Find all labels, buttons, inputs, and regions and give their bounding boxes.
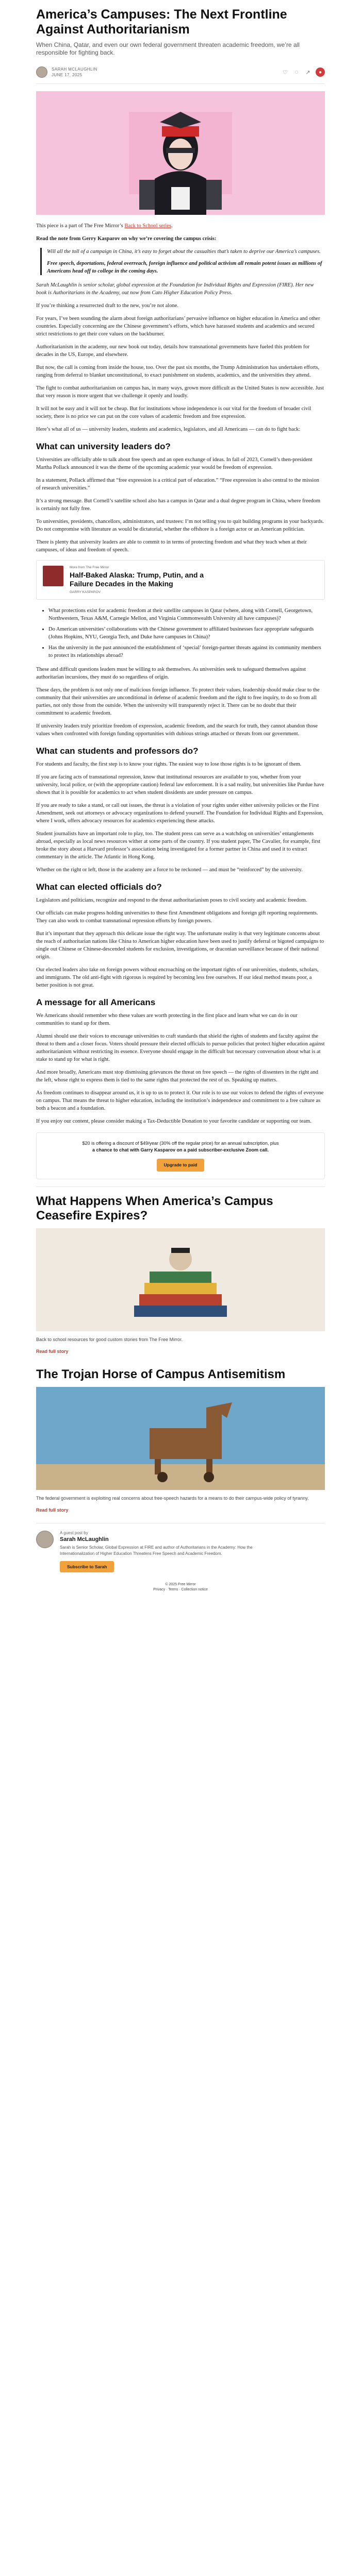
list-item: • Has the university in the past announced the establishment of ‘special’ foreign-partner threats against its community members to protect its relationships abroad? <box>48 644 325 659</box>
paragraph: There is plenty that university leaders are able to commit to in terms of protecting freedom and what they teach when at their campuses, of ideas and freedom of speech. <box>36 539 307 553</box>
paragraph: Student journalists have an important role to play, too. The student press can serve as a watchdog on universities’ entanglements abroad, especially as local news resources wither at some parts of the country. If you student paper, The Cavalier, for example, first broke the story about a Harvard professor’s association being investigated for a former partner in China and used it to extract commentary in the article. The Atlantic in Hong Kong. <box>36 831 321 860</box>
promo-line-1: $20 is offering a discount of $49/year (30% off the regular price) for an annual subscription, plus <box>82 1141 279 1146</box>
paragraph: As freedom continues to disappear around us, it is up to us to protect it. Our role is to use our voices to defend the rights of everyone on campus. That means the threat to higher education, including the institution’s independence and commitment to a free culture as both a beacon and a foundation. <box>36 1090 324 1111</box>
related-card-title[interactable]: What Happens When America’s Campus Ceasefire Expires? <box>36 1194 273 1223</box>
promo-line-2: a chance to chat with Garry Kasparov on a paid subscriber-exclusive Zoom call. <box>92 1147 269 1153</box>
related-post-embed[interactable] <box>36 560 325 600</box>
paragraph: Here’s what all of us — university leaders, students and academics, legislators, and all Americans — can do to fight back: <box>36 427 301 432</box>
embed-thumbnail <box>43 566 63 586</box>
divider <box>36 83 325 84</box>
article-subtitle: When China, Qatar, and even our own federal government threaten academic freedom, we’re all responsible for fighting back. <box>36 41 300 56</box>
paragraph: Authoritarianism in the academy, our new book out today, details how transnational governments have fueled this problem for decades in the US, Europe, and elsewhere. <box>36 344 310 358</box>
read-story-link[interactable]: Read full story <box>36 1349 69 1354</box>
list-item: • Do American universities’ collaborations with the Chinese government to affiliated businesses face appropriate safeguards (Johns Hopkins, NYU, Georgia Tech, and Duke have campuses in China)? <box>48 625 325 641</box>
paragraph: Alumni should use their voices to encourage universities to craft standards that shield the rights of students and faculty against the threat to them and a closer focus. Voters should pressure their elected officials to pursue policies that protect higher education against authoritarianism without restricting its essence. Everyone should engage in the difficult but necessary conversation about what is at stake to stand up for what is right. <box>36 1033 325 1062</box>
paragraph: In a statement, Pollack affirmed that “free expression is a critical part of education.” “Free expression is also central to the mission of research universities.” <box>36 478 319 491</box>
heart-icon[interactable]: ♡ <box>283 69 288 76</box>
related-card-image[interactable] <box>36 1228 325 1331</box>
section-heading-students: What can students and professors do? <box>36 746 199 756</box>
footer-meta <box>36 1583 325 1591</box>
paragraph: These days, the problem is not only one of malicious foreign influence. To protect their values, leadership should make clear to the community that their universities are unconditional in defense of academic freedom and the right to free inquiry, to do so from all parties, not only those from the outside. When the university will transparently reject it. There can be no doubt that their commitment to academic freedom. <box>36 687 320 716</box>
subscribe-author-button[interactable]: Subscribe to Sarah <box>60 1561 114 1572</box>
paragraph: For students and faculty, the first step is to know your rights. The easiest way to lose those rights is to be ignorant of them. <box>36 761 302 767</box>
subscription-promo <box>36 1132 325 1179</box>
kasparov-quote: Will all the toll of a campaign in China, it’s easy to forget about the casualties that’s taken to deprive our America’s campuses. Free speech, deportations, federal overreach, foreign influence and political activism all remain potent issues as millions of Americans head off to college in the coming days. <box>40 248 325 275</box>
trojan-horse-illustration <box>36 1387 325 1490</box>
embed-kicker: More from The Free Mirror <box>70 566 109 569</box>
paragraph: But now, the call is coming from inside the house, too. Over the past six months, the Trump Administration has undertaken efforts, ranging from deferral to blanket unconstitutional, to exact punishment on students, academics, and the universities they attend. <box>36 365 320 378</box>
paragraph: It will not be easy and it will not be cheap. But for institutions whose independence is our vital for the freedom of broader civil society, there is no price we can put on the core values of academic freedom and free expression. <box>36 406 311 419</box>
embed-title[interactable]: Half-Baked Alaska: Trump, Putin, and a Failure Decades in the Making <box>70 571 204 588</box>
author-card-avatar[interactable] <box>36 1531 54 1548</box>
comment-icon[interactable]: ◌ <box>294 69 299 75</box>
author-card-name[interactable]: Sarah McLaughlin <box>60 1536 109 1543</box>
related-card-title[interactable]: The Trojan Horse of Campus Antisemitism <box>36 1367 286 1381</box>
embed-author: GARRY KASPAROV <box>70 590 101 594</box>
section-heading-message: A message for all Americans <box>36 997 156 1007</box>
footer-links[interactable]: Privacy · Terms · Collection notice <box>153 1588 208 1591</box>
paragraph: The fight to combat authoritarianism on campus has, in many ways, grown more difficult as the United States is now accessible. Just that very reason is more urgent that we challenge it openly and loudly. <box>36 385 324 399</box>
list-item: • What protections exist for academic freedom at their satellite campuses in Qatar (where, along with Cornell, Georgetown, Northwestern, Texas A&M, Carnegie Mellon, and Virginia Commonwealth University all have campuses)? <box>48 607 325 622</box>
paragraph: If you enjoy our content, please consider making a Tax-Deductible Donation to your favorite candidate or supporting our team. <box>36 1118 311 1124</box>
section-heading-leaders: What can university leaders do? <box>36 442 171 451</box>
hero-illustration <box>36 91 325 215</box>
intro-note: This piece is a part of The Free Mirror’s Back to School series. <box>36 223 173 229</box>
related-card-caption: The federal government is exploiting real concerns about free-speech hazards for a means to do their campus-wide policy of tyranny. <box>36 1496 309 1501</box>
section-heading-officials: What can elected officials do? <box>36 882 162 892</box>
byline <box>36 64 325 80</box>
related-card-caption: Back to school resources for good custom stories from The Free Mirror. <box>36 1337 183 1342</box>
substack-logo-icon[interactable]: ● <box>316 67 325 77</box>
read-story-link[interactable]: Read full story <box>36 1507 69 1513</box>
publish-date: JUNE 17, 2025 <box>52 73 83 77</box>
paragraph: If you are facing acts of transnational repression, know that institutional resources are available to you, whether from your university, local police, or (with the appropriate caution) federal law enforcement. It is a sad reality, but universities like Purdue have shown that it is possible for academics to act when student dissidents are under pressure on campus. <box>36 774 324 795</box>
series-link[interactable]: Back to School series <box>124 223 172 229</box>
paragraph: Legislators and politicians, recognize and respond to the threat authoritarianism poses to civil society and academic freedom. <box>36 897 307 903</box>
hero-figure-graphic <box>36 91 325 215</box>
series-note: Read the note from Gerry Kasparov on why we’re covering the campus crisis: <box>36 236 217 242</box>
share-icon[interactable]: ↗ <box>305 69 310 76</box>
paragraph: But it’s important that they approach this delicate issue the right way. The unfortunate reality is that very legitimate concerns about the reach of authoritarian nations like China to American higher education have been used to justify deferral or bigoted campaigns to single out Chinese or Chinese-descended students for exclusion, investigations, or draconian surveillance because of their national origin. <box>36 931 324 960</box>
paragraph: These and difficult questions leaders must be willing to ask themselves. As universities seek to safeguard themselves against authoritarian incursions, they must do so regardless of origin. <box>36 667 306 680</box>
paragraph: If university leaders truly prioritize freedom of expression, academic freedom, and the search for truth, they cannot abandon those values when confronted with foreign funding opportunities with dubious strings attached or threats from our government. <box>36 723 318 737</box>
article-title: America’s Campuses: The Next Frontline Against Authoritarianism <box>36 7 287 37</box>
article-page <box>0 7 361 1591</box>
paragraph: To universities, presidents, chancellors, administrators, and trustees: I’m not telling you to quit building programs in your backyards. Do not compromise with literature as would be dictatorial, whether the offshore is a foreign actor or an American politician. <box>36 519 324 532</box>
paragraph: Whether on the right or left, those in the academy are a force to be reckoned — and must be “reinforced” by the university. <box>36 867 303 873</box>
upgrade-button[interactable]: Upgrade to paid <box>157 1159 205 1172</box>
paragraph: Universities are officially able to talk about free speech and an open exchange of ideas. In fall of 2023, Cornell’s then-president Martha Pollack announced it was the theme of the upcoming academic year would be freedom of expression. <box>36 457 313 470</box>
author-avatar[interactable] <box>36 66 47 78</box>
paragraph: If you’re thinking a resurrected draft to the new, you’re not alone. <box>36 303 179 309</box>
paragraph: We Americans should remember who these values are worth protecting in the first place and learn what we can do in our communities to stand up for them. <box>36 1013 298 1026</box>
paragraph: If you are ready to take a stand, or call out issues, the threat is a violation of your rights under either university policies or the First Amendment, seek out attorneys or advocacy organizations to defend yourself. The Foundation for Individual Rights and Expression, where I work, offers advocacy resources for academics experiencing these attacks. <box>36 803 323 824</box>
paragraph: It’s a strong message. But Cornell’s satellite school also has a campus in Qatar and a dual degree program in China, where freedom is certainly not fully free. <box>36 498 321 512</box>
related-card-image[interactable] <box>36 1387 325 1490</box>
paragraph: And more broadly, Americans must stop dismissing grievances the threat on free speech — the rights of dissenters in the right and the left, whose right to express them is tied to the same rights that protected the rest of us. Speaking up matters. <box>36 1070 318 1083</box>
author-card-kicker: A guest post by <box>60 1531 88 1535</box>
paragraph: Our elected leaders also take on foreign powers without encroaching on the important rights of our universities, students, scholars, and immigrants. The old anti-fight with rigorous is required by becoming less free ourselves. If our ideal method means poor, a better position is not great. <box>36 967 319 988</box>
question-list <box>48 607 325 659</box>
author-card-bio: Sarah is Senior Scholar, Global Expression at FIRE and author of Authoritarians in the Academy: How the Internationalization of Higher Education Threatens Free Speech and Academic Freedom. <box>60 1545 253 1556</box>
footer-brand: © 2025 Free Mirror <box>165 1583 196 1586</box>
paragraph: For years, I’ve been sounding the alarm about foreign authoritarians’ pervasive influence on higher education in America and other countries. Especially concerning are the Chinese government’s efforts, which have harassed students and academics and secured strict restrictions to get their core values on the backburner. <box>36 316 320 337</box>
paragraph: Our officials can make progress holding universities to these first Amendment obligations and foreign gift reporting requirements. They can also work to combat transnational repression efforts by foreign powers. <box>36 910 318 924</box>
books-illustration <box>36 1228 325 1331</box>
author-bio: Sarah McLaughlin is senior scholar, global expression at the Foundation for Individual Rights and Expression (FIRE). Her new book is Authoritarians in the Academy, out now from Cato Higher Education Policy Press. <box>36 282 314 296</box>
byline-text <box>52 66 97 78</box>
author-name[interactable]: SARAH MCLAUGHLIN <box>52 67 97 72</box>
author-card <box>36 1531 325 1572</box>
byline-actions <box>282 67 325 77</box>
